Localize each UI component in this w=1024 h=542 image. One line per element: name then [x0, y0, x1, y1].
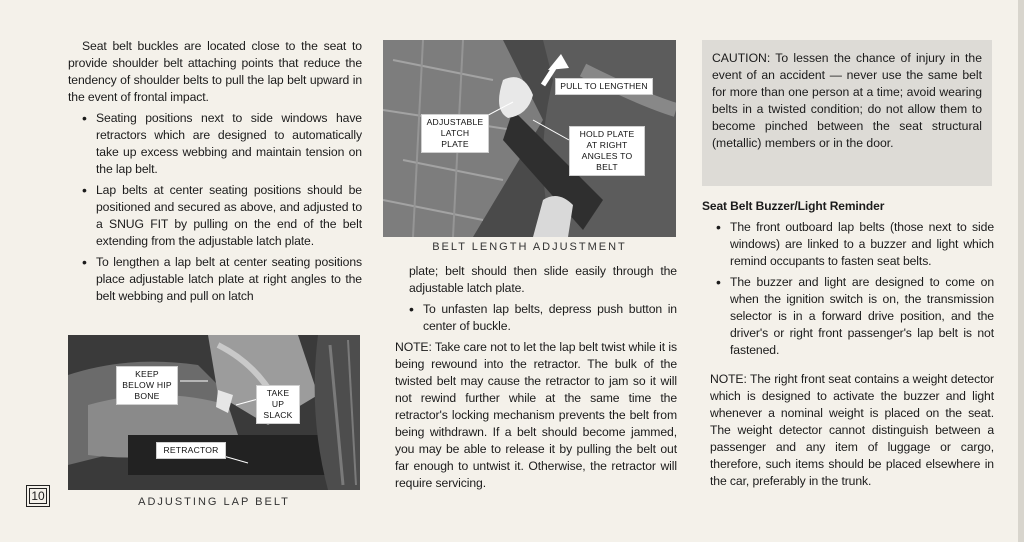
- keep-below-label: KEEP BELOW HIP BONE: [116, 366, 178, 405]
- page-edge-divider: [1018, 0, 1024, 542]
- adjusting-lap-belt-photo: [68, 335, 360, 490]
- page-number: 10: [26, 485, 50, 507]
- photo-illustration: [68, 335, 360, 490]
- belt-length-adjustment-photo: [383, 40, 676, 237]
- pull-to-lengthen-label: PULL TO LENGTHEN: [555, 78, 653, 95]
- right-column: [702, 198, 994, 490]
- list-item: • Lap belts at center seating positions should be positioned and secured as above, and adjusted to a SNUG FIT by pulling on the end of the belt extending from the adjustable latch plate.: [68, 182, 362, 250]
- caution-box: [702, 40, 992, 186]
- intro-paragraph: Seat belt buckles are located close to the seat to provide shoulder belt attaching points that reduce the tendency of shoulder belts to pull the lap belt upward in the event of frontal impact.: [68, 39, 362, 104]
- continuation-paragraph: plate; belt should then slide easily through the adjustable latch plate.: [409, 264, 677, 295]
- twist-note-paragraph: NOTE: Take care not to let the lap belt twist while it is being rewound into the retractor. The bulk of the twisted belt may cause the retractor to jam so it will not rewind further while at the same time the retractor's locking mechanism prevents the belt from being withdrawn. If a belt should become jammed, you may be able to release it by pulling the belt out far enough to untwist it. Otherwise, the retractor will require servicing.: [395, 340, 677, 490]
- left-bullet-list: [68, 110, 362, 305]
- weight-note-paragraph: NOTE: The right front seat contains a weight detector which is designed to activate the buzzer and light whenever a nominal weight is placed on the seat. The weight detector cannot distinguish between a passenger and any item of luggage or cargo, therefore, such items should be placed elsewhere in the car, preferably in the trunk.: [710, 372, 994, 488]
- list-item: • The front outboard lap belts (those next to side windows) are linked to a buzzer and light which remind occupants to fasten seat belts.: [702, 219, 994, 270]
- middle-figure-caption: BELT LENGTH ADJUSTMENT: [432, 241, 627, 253]
- retractor-label: RETRACTOR: [156, 442, 226, 459]
- left-column: [68, 38, 362, 305]
- buzzer-subheading: Seat Belt Buzzer/Light Reminder: [702, 199, 885, 213]
- hold-plate-label: HOLD PLATE AT RIGHT ANGLES TO BELT: [569, 126, 645, 176]
- list-item: • The buzzer and light are designed to come on when the ignition switch is on, the transmission selector is in a forward drive position, and the driver's or right front passenger's lap belt is not fastened.: [702, 274, 994, 359]
- left-figure-caption: ADJUSTING LAP BELT: [138, 496, 290, 508]
- right-bullet-list: [702, 219, 994, 359]
- list-item: • To lengthen a lap belt at center seating positions place adjustable latch plate at right angles to the belt webbing and pull on latch: [68, 254, 362, 305]
- take-up-slack-label: TAKE UP SLACK: [256, 385, 300, 424]
- middle-column: [395, 263, 677, 492]
- caution-text: CAUTION: To lessen the chance of injury in the event of an accident — never use the same belt for more than one person at a time; avoid wearing belts in a twisted condition; do not allow them to become pinched between the seat structural (metallic) members or in the door.: [712, 51, 982, 150]
- adjustable-latch-plate-label: ADJUSTABLE LATCH PLATE: [421, 114, 489, 153]
- list-item: • Seating positions next to side windows have retractors which are designed to automatically take up excess webbing and maintain tension on the lap belt.: [68, 110, 362, 178]
- list-item: • To unfasten lap belts, depress push button in center of buckle.: [395, 301, 677, 335]
- middle-bullet-list: [395, 301, 677, 335]
